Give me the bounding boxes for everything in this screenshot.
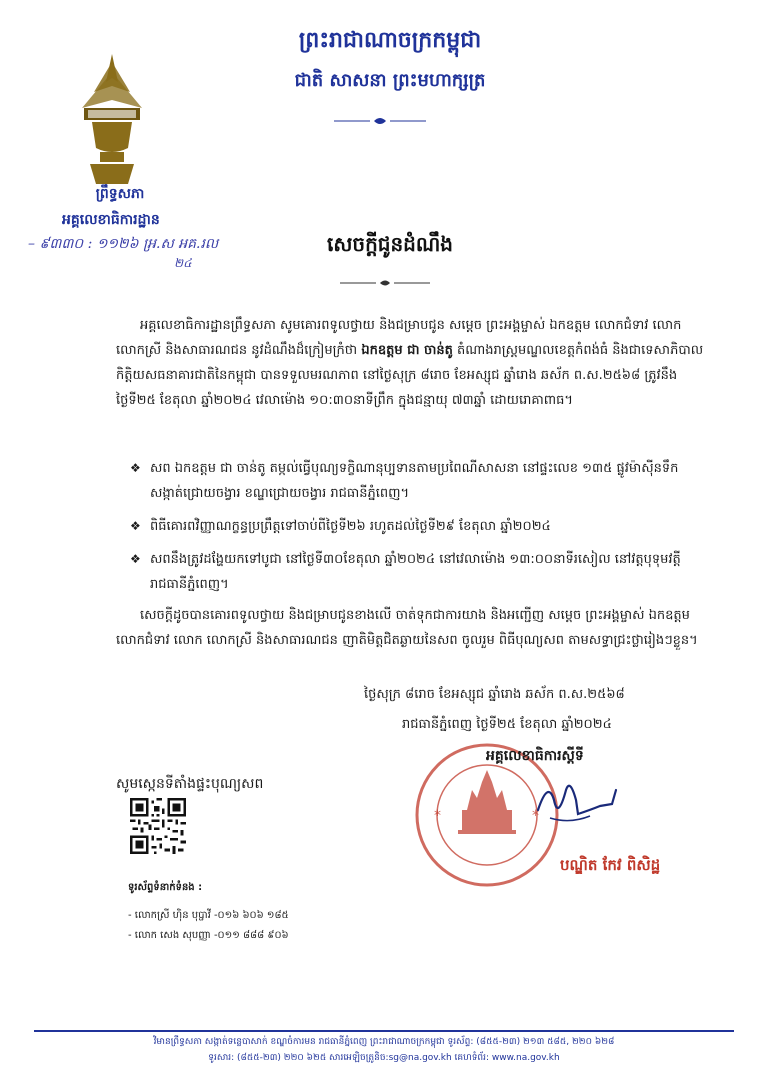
document-title: សេចក្តីជូនដំណឹង bbox=[327, 232, 453, 256]
place-date: រាជធានីភ្នំពេញ ថ្ងៃទី២៥ ខែតុលា ឆ្នាំ២០២៤ bbox=[402, 717, 612, 732]
list-item: ❖ សព ឯកឧត្តម ជា ចាន់តូ តម្កល់ធ្វើបុណ្យទក្ខិណានុប្បទានតាមប្រពៃណីសាសនា នៅផ្ទះលេខ ១៣៥ ផ្លូវម៉ាស៊ីនទឹក សង្កាត់ជ្រោយចង្វារ ខណ្ឌជ្រោយចង្វារ រាជធានីភ្នំពេញ។ bbox=[128, 456, 708, 506]
announcement-paragraph bbox=[116, 313, 712, 413]
qr-code-icon[interactable] bbox=[130, 798, 186, 854]
diamond-bullet-icon: ❖ bbox=[130, 552, 141, 566]
signer-title: អគ្គលេខាធិការស្តីទី bbox=[486, 748, 584, 764]
secretariat-name: អគ្គលេខាធិការដ្ឋាន bbox=[62, 212, 160, 228]
reference-number bbox=[28, 234, 268, 273]
diamond-bullet-icon: ❖ bbox=[130, 519, 141, 533]
list-item: ❖ ពិធីគោរពវិញ្ញាណក្ខន្ធប្រព្រឹត្តទៅចាប់ពីថ្ងៃទី២៦ រហូតដល់ថ្ងៃទី២៩ ខែតុលា ឆ្នាំ២០២៤ bbox=[128, 514, 708, 539]
national-motto: ជាតិ សាសនា ព្រះមហាក្សត្រ bbox=[294, 70, 486, 91]
reference-text: – ៩៣៣០ : ១១២៦ អ្រ.ស អគ.រល bbox=[28, 236, 219, 252]
footer-divider bbox=[34, 1030, 734, 1032]
reference-year: ២៤ bbox=[174, 256, 192, 270]
senate-name: ព្រឹទ្ធសភា bbox=[95, 186, 145, 202]
invitation-paragraph: សេចក្តីដូចបានគោរពទូលថ្វាយ និងជម្រាបជូនខាងលើ ចាត់ទុកជាការយាង និងអញ្ជើញ សម្តេច ព្រះអង្គម្ចាស់ ឯកឧត្តម លោកជំទាវ លោក លោកស្រី និងសាធារណជន ញាតិមិត្តជិតឆ្ងាយនៃសព ចូលរួម ពិធីបុណ្យសព តាមសទ្ធាជ្រះថ្លារៀងៗខ្លួន។ bbox=[116, 608, 698, 648]
handwritten-signature-icon bbox=[530, 770, 630, 830]
svg-text:*: * bbox=[434, 808, 441, 824]
senate-emblem-icon bbox=[72, 52, 152, 187]
contact-header: ទូរស័ព្ទទំនាក់ទំនង : bbox=[128, 882, 203, 893]
header-ornament bbox=[330, 114, 430, 128]
contact-person: - លោក សេង សុបញ្ញា -០១១ ៨៨៨ ៩០៦ bbox=[128, 930, 289, 941]
svg-text:*: * bbox=[532, 808, 539, 824]
kingdom-heading: ព្រះរាជាណាចក្រកម្ពុជា bbox=[298, 28, 482, 53]
list-item: ❖ សពនឹងត្រូវដង្ហែយកទៅបូជា នៅថ្ងៃទី៣០ខែតុលា ឆ្នាំ២០២៤ នៅវេលាម៉ោង ១៣:០០នាទីរសៀល នៅវត្តបុទុមវត្តី រាជធានីភ្នំពេញ។ bbox=[128, 547, 708, 597]
signer-name: បណ្ឌិត កែវ ពិសិដ្ឋ bbox=[560, 856, 661, 874]
paragraph1-details: តំណាងរាស្ត្រមណ្ឌលខេត្តកំពង់ធំ និងជាទេសាភិបាលកិត្តិយសធនាគារជាតិនៃកម្ពុជា បានទទួលមរណភាព នៅថ្ងៃសុក្រ ៨រោច ខែអស្សុជ ឆ្នាំរោង ឆស័ក ព.ស.២៥៦៨ ត្រូវនឹងថ្ងៃទី២៥ ខែតុលា ឆ្នាំ២០២៤ វេលាម៉ោង ១០:៣០នាទីព្រឹក ក្នុងជន្មាយុ ៧៣ឆ្នាំ ដោយរោគាពាធ។ bbox=[116, 343, 704, 408]
funeral-details-list bbox=[128, 456, 708, 605]
lunar-date: ថ្ងៃសុក្រ ៨រោច ខែអស្សុជ ឆ្នាំរោង ឆស័ក ព.ស.២៥៦៨ bbox=[364, 687, 625, 702]
deceased-name: ឯកឧត្តម ជា ចាន់តូ bbox=[361, 343, 453, 358]
title-ornament bbox=[340, 278, 430, 288]
diamond-bullet-icon: ❖ bbox=[130, 461, 141, 475]
footer-address: វិមានព្រឹទ្ធសភា សង្កាត់ទន្លេបាសាក់ ខណ្ឌចំការមន រាជធានីភ្នំពេញ ព្រះរាជាណាចក្រកម្ពុជា ទូរស័ព្ទ: (៨៥៥-២៣) ២១៣ ៥៨៥, ២២០ ៦២៨ bbox=[153, 1037, 615, 1047]
qr-label: សូមស្កេនទីតាំងផ្ទះបុណ្យសព bbox=[116, 776, 264, 792]
contact-person: - លោកស្រី ហ៊ិន បុប្ផាវី -០១៦ ៦០៦ ១៨៥ bbox=[128, 910, 289, 921]
paragraph1-intro: អគ្គលេខាធិការដ្ឋានព្រឹទ្ធសភា សូមគោរពទូលថ្វាយ និងជម្រាបជូន សម្តេច ព្រះអង្គម្ចាស់ ឯកឧត្តម លោកជំទាវ លោក លោកស្រី និងសាធារណជន នូវដំណឹងដ៏ក្រៀមក្រំថា bbox=[116, 318, 682, 358]
footer-contacts: ទូរសារ: (៨៥៥-២៣) ២២០ ៦២៥ សារអេឡិចត្រូនិច:sg@na.gov.kh គេហទំព័រ: www.na.gov.kh bbox=[208, 1053, 560, 1063]
